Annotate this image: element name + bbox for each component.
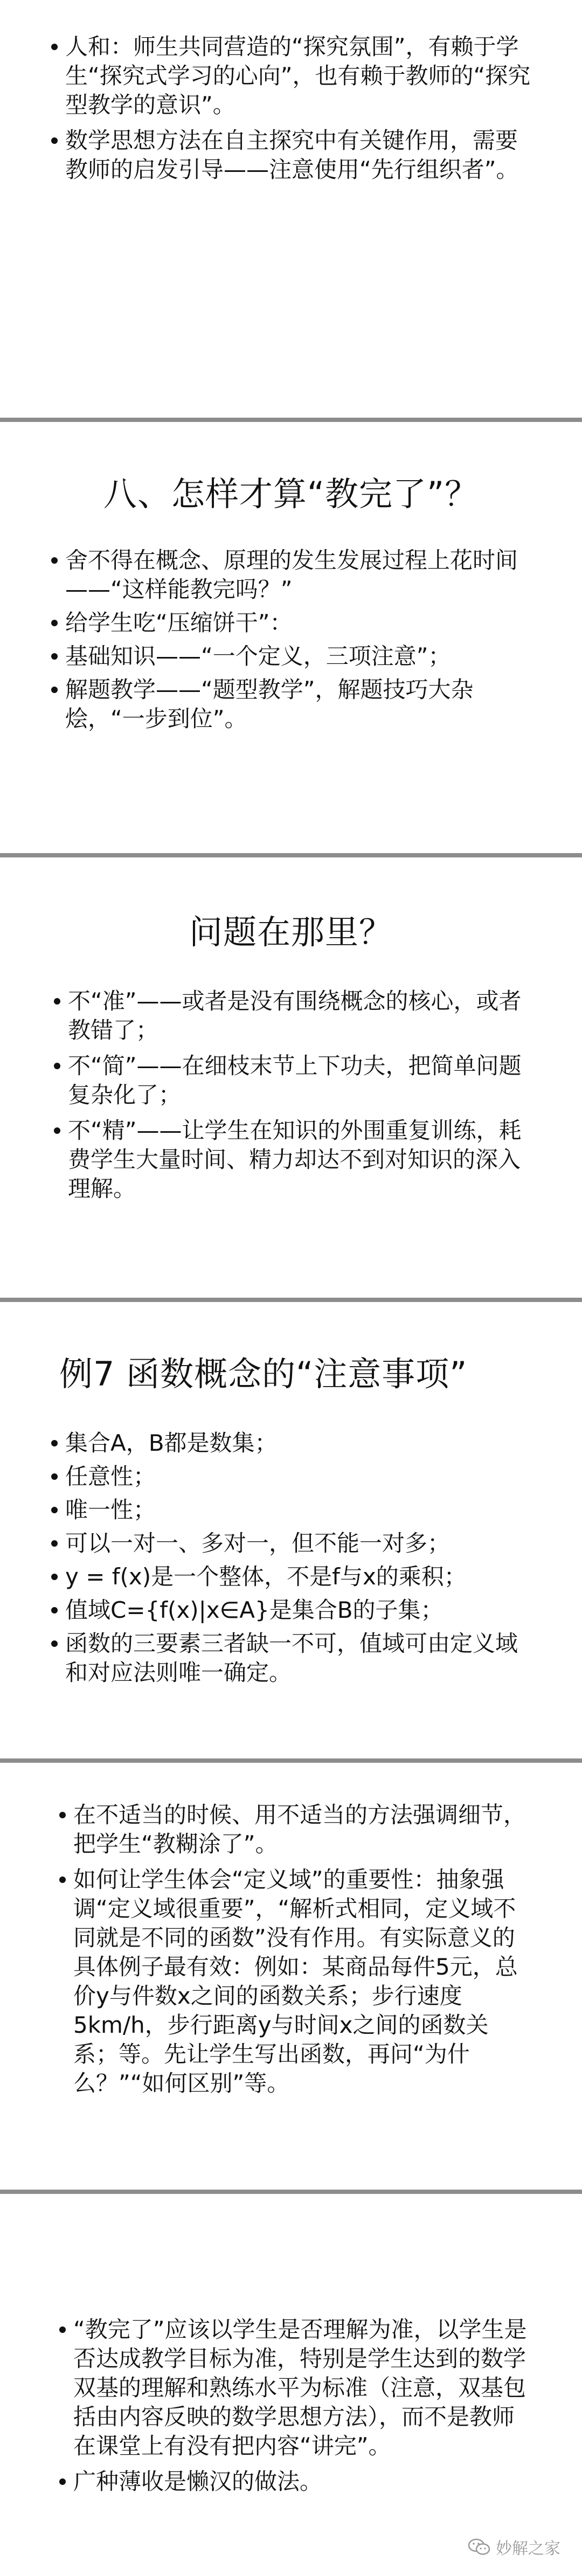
list-item: 基础知识——“一个定义，三项注意”； xyxy=(51,642,531,671)
list-item: 舍不得在概念、原理的发生发展过程上花时间——“这样能教完吗？” xyxy=(51,546,531,604)
list-item: 任意性； xyxy=(51,1462,531,1491)
slide-divider xyxy=(0,853,582,857)
bullet-list xyxy=(51,1429,531,1692)
list-item: 在不适当的时候、用不适当的方法强调细节，把学生“教糊涂了”。 xyxy=(59,1801,534,1859)
list-item: 不“精”——让学生在知识的外围重复训练，耗费学生大量时间、精力却达不到对知识的深入理解。 xyxy=(54,1116,528,1203)
slide-title: 例7 函数概念的“注意事项” xyxy=(59,1354,468,1394)
slide-divider xyxy=(0,2190,582,2194)
list-item: y = f(x)是一个整体，不是f与x的乘积； xyxy=(51,1562,531,1591)
list-item: 广种薄收是懒汉的做法。 xyxy=(59,2467,534,2496)
bullet-list xyxy=(51,546,531,738)
slide-divider xyxy=(0,1758,582,1763)
slide-4 xyxy=(0,1302,582,1758)
bullet-list xyxy=(54,987,528,1210)
bullet-list xyxy=(51,32,536,191)
slide-title: 问题在那里？ xyxy=(189,912,393,952)
slide-6 xyxy=(0,2194,582,2576)
list-item: 解题教学——“题型教学”，解题技巧大杂烩，“一步到位”。 xyxy=(51,675,531,733)
list-item: 值域C={f(x)|x∈A}是集合B的子集； xyxy=(51,1596,531,1625)
slide-title: 八、怎样才算“教完了”？ xyxy=(103,474,479,514)
slide-3 xyxy=(0,857,582,1298)
list-item: 数学思想方法在自主探究中有关键作用，需要教师的启发引导——注意使用“先行组织者”。 xyxy=(51,126,536,184)
list-item: 函数的三要素三者缺一不可，值域可由定义域和对应法则唯一确定。 xyxy=(51,1629,531,1687)
list-item: 人和：师生共同营造的“探究氛围”，有赖于学生“探究式学习的心向”，也有赖于教师的“探究型教学的意识”。 xyxy=(51,32,536,120)
slide-5 xyxy=(0,1763,582,2190)
slide-divider xyxy=(0,1298,582,1302)
bullet-list xyxy=(59,1801,534,2104)
list-item: 可以一对一、多对一，但不能一对多； xyxy=(51,1529,531,1558)
list-item: 唯一性； xyxy=(51,1495,531,1525)
slide-1 xyxy=(0,0,582,418)
bullet-list xyxy=(59,2315,534,2503)
list-item: 集合A，B都是数集； xyxy=(51,1429,531,1458)
list-item: “教完了”应该以学生是否理解为准，以学生是否达成教学目标为准，特别是学生达到的数学双基的理解和熟练水平为标准（注意，双基包括由内容反映的数学思想方法），而不是教师在课堂上有没有把内容“讲完”。 xyxy=(59,2315,534,2461)
list-item: 如何让学生体会“定义域”的重要性：抽象强调“定义域很重要”，“解析式相同，定义域不同就是不同的函数”没有作用。有实际意义的具体例子最有效：例如：某商品每件5元，总价y与件数x之间的函数关系；步行速度5km/h，步行距离y与时间x之间的函数关系；等。先让学生写出函数，再问“为什么？”“如何区别”等。 xyxy=(59,1865,534,2098)
watermark xyxy=(468,2535,560,2559)
list-item: 不“准”——或者是没有围绕概念的核心，或者教错了； xyxy=(54,987,528,1045)
wechat-logo-icon xyxy=(468,2538,490,2556)
watermark-label: 妙解之家 xyxy=(496,2539,560,2558)
list-item: 给学生吃“压缩饼干”： xyxy=(51,608,531,638)
slide-divider xyxy=(0,418,582,422)
slide-2 xyxy=(0,422,582,853)
list-item: 不“简”——在细枝末节上下功夫，把简单问题复杂化了； xyxy=(54,1051,528,1110)
